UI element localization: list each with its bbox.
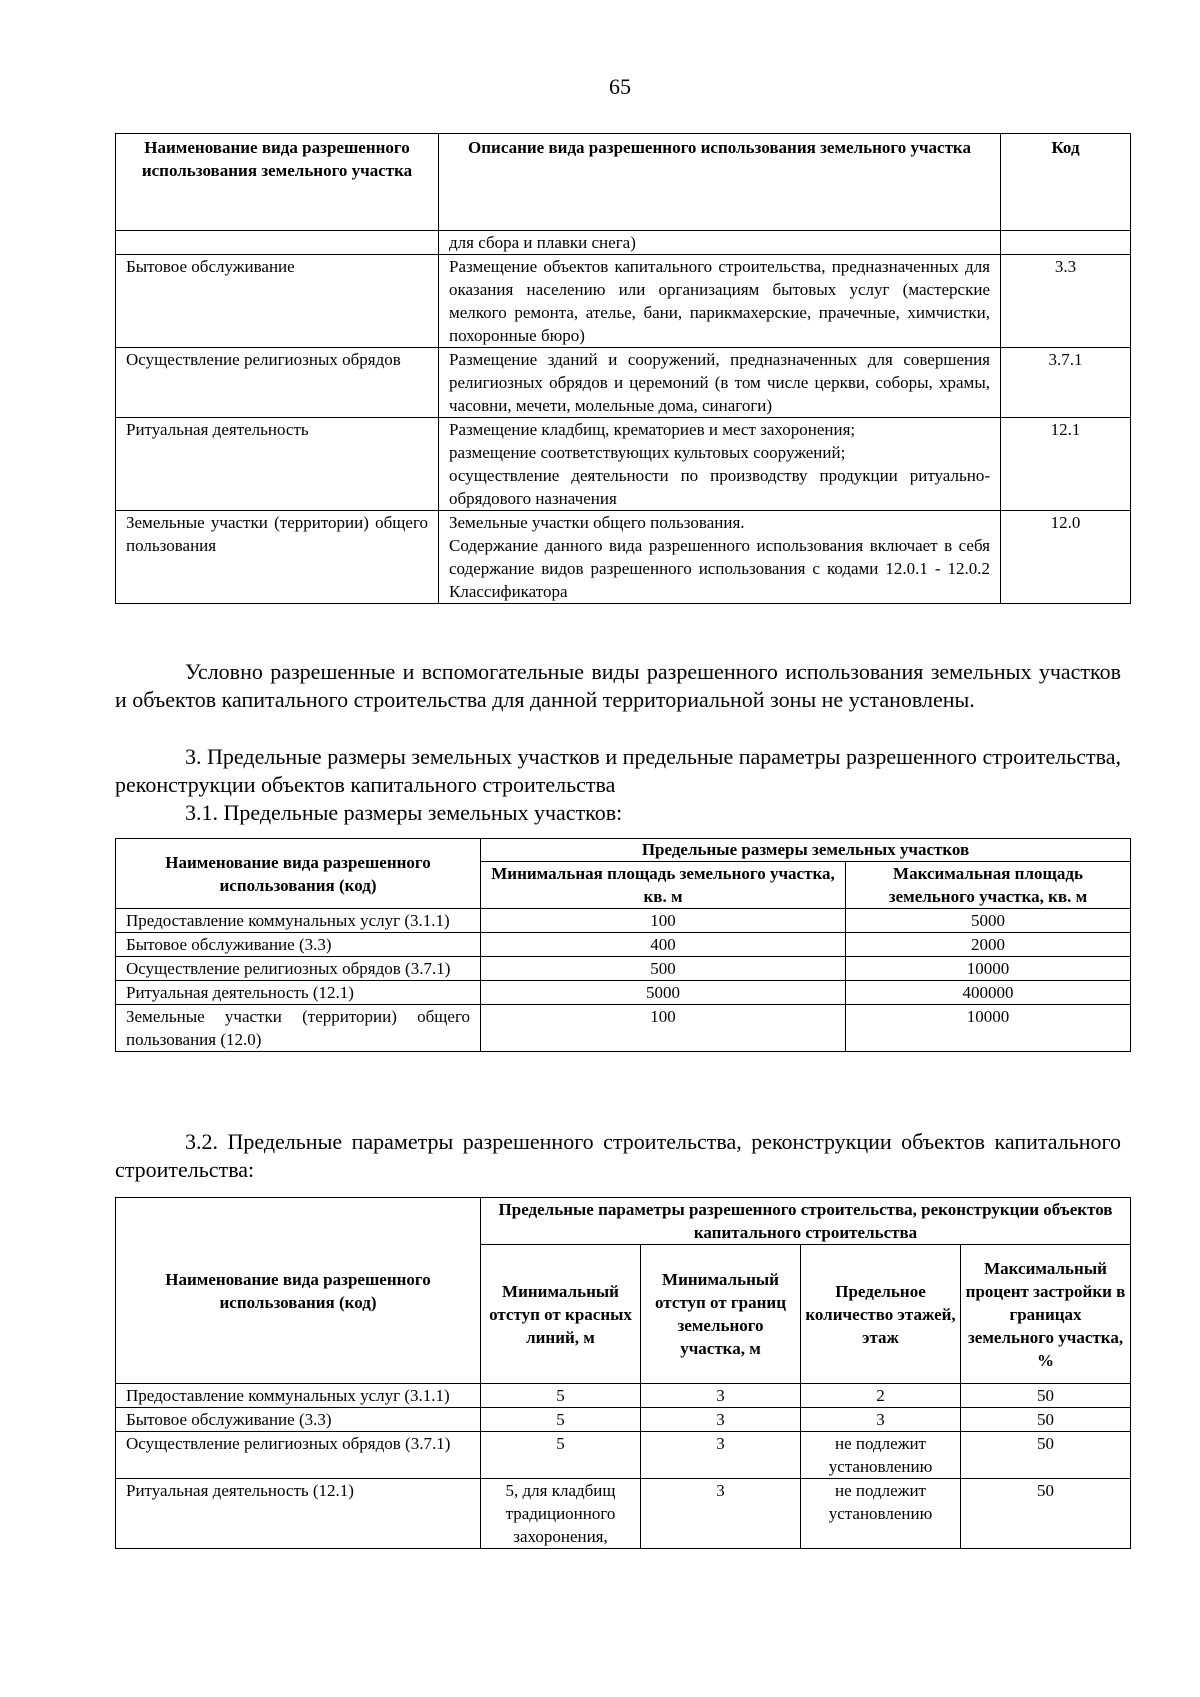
continuation-text: для сбора и плавки снега) xyxy=(439,231,1001,255)
table-row xyxy=(116,933,1131,957)
table-row xyxy=(116,511,1131,604)
paragraph-text: 3.1. Предельные размеры земельных участков: xyxy=(185,800,623,825)
floors-value: 2 xyxy=(801,1384,961,1408)
paragraph-text: 3.2. Предельные параметры разрешенного строительства, реконструкции объектов капитального строительства: xyxy=(115,1129,1121,1182)
use-code: 12.0 xyxy=(1001,511,1131,604)
permitted-use-table xyxy=(115,133,1131,604)
min-area-value: 100 xyxy=(481,909,846,933)
use-name: Предоставление коммунальных услуг (3.1.1) xyxy=(116,1384,481,1408)
max-area-value: 400000 xyxy=(846,981,1131,1005)
table-row xyxy=(116,909,1131,933)
use-description xyxy=(439,511,1001,604)
header-min-area: Минимальная площадь земельного участка, кв. м xyxy=(481,862,846,909)
header-size-limits: Предельные размеры земельных участков xyxy=(481,839,1131,862)
coverage-value: 50 xyxy=(961,1479,1131,1549)
table-row xyxy=(116,981,1131,1005)
description-line: Содержание данного вида разрешенного использования включает в себя содержание видов разрешенного использования с кодами 12.0.1 - 12.0.2 Классификатора xyxy=(449,536,990,601)
max-area-value: 5000 xyxy=(846,909,1131,933)
header-red-lines-setback: Минимальный отступ от красных линий, м xyxy=(481,1245,641,1384)
use-name: Бытовое обслуживание (3.3) xyxy=(116,1408,481,1432)
table-row xyxy=(116,1384,1131,1408)
table-row xyxy=(116,348,1131,418)
description-line: осуществление деятельности по производству продукции ритуально-обрядового назначения xyxy=(449,466,990,508)
section-3-1-heading xyxy=(115,799,1121,827)
table-row xyxy=(116,231,1131,255)
use-description xyxy=(439,418,1001,511)
table-header-row xyxy=(116,839,1131,862)
header-max-area: Максимальная площадь земельного участка, кв. м xyxy=(846,862,1131,909)
floors-value: 3 xyxy=(801,1408,961,1432)
red-lines-value: 5 xyxy=(481,1432,641,1479)
table-header-row xyxy=(116,1198,1131,1245)
plot-bounds-value: 3 xyxy=(641,1408,801,1432)
table-row xyxy=(116,1432,1131,1479)
use-name: Осуществление религиозных обрядов (3.7.1) xyxy=(116,1432,481,1479)
header-use-name: Наименование вида разрешенного использования земельного участка xyxy=(116,134,439,231)
table-row xyxy=(116,1408,1131,1432)
use-name: Бытовое обслуживание xyxy=(116,255,439,348)
header-use-name: Наименование вида разрешенного использования (код) xyxy=(116,1198,481,1384)
table-row xyxy=(116,1005,1131,1052)
header-use-name: Наименование вида разрешенного использования (код) xyxy=(116,839,481,909)
use-name: Ритуальная деятельность (12.1) xyxy=(116,1479,481,1549)
page-number: 65 xyxy=(609,74,631,99)
use-name: Ритуальная деятельность xyxy=(116,418,439,511)
red-lines-value: 5 xyxy=(481,1384,641,1408)
table-row xyxy=(116,418,1131,511)
max-area-value: 10000 xyxy=(846,1005,1131,1052)
red-lines-value: 5 xyxy=(481,1408,641,1432)
paragraph-text: Условно разрешенные и вспомогательные виды разрешенного использования земельных участков и объектов капитального строительства для данной территориальной зоны не установлены. xyxy=(115,659,1121,712)
table-header-row xyxy=(116,134,1131,231)
floors-value: не подлежит установлению xyxy=(801,1479,961,1549)
header-floors-limit: Предельное количество этажей, этаж xyxy=(801,1245,961,1384)
use-name: Ритуальная деятельность (12.1) xyxy=(116,981,481,1005)
description-line: Размещение кладбищ, крематориев и мест захоронения; xyxy=(449,420,856,439)
use-description: Размещение зданий и сооружений, предназначенных для совершения религиозных обрядов и церемоний (в том числе церкви, соборы, храмы, часовни, мечети, молельные дома, синагоги) xyxy=(439,348,1001,418)
table-cell xyxy=(1001,231,1131,255)
use-code: 3.3 xyxy=(1001,255,1131,348)
max-area-value: 2000 xyxy=(846,933,1131,957)
use-name: Земельные участки (территории) общего пользования (12.0) xyxy=(116,1005,481,1052)
construction-parameters-table xyxy=(115,1197,1131,1549)
max-area-value: 10000 xyxy=(846,957,1131,981)
use-name: Предоставление коммунальных услуг (3.1.1) xyxy=(116,909,481,933)
header-coverage-percent: Максимальный процент застройки в границах земельного участка, % xyxy=(961,1245,1131,1384)
coverage-value: 50 xyxy=(961,1408,1131,1432)
red-lines-value: 5, для кладбищ традиционного захоронения, xyxy=(481,1479,641,1549)
min-area-value: 400 xyxy=(481,933,846,957)
header-use-description: Описание вида разрешенного использования земельного участка xyxy=(439,134,1001,231)
min-area-value: 100 xyxy=(481,1005,846,1052)
use-name: Земельные участки (территории) общего пользования xyxy=(116,511,439,604)
plot-size-limits-table xyxy=(115,838,1131,1052)
use-description: Размещение объектов капитального строительства, предназначенных для оказания населению или организациям бытовых услуг (мастерские мелкого ремонта, ателье, бани, парикмахерские, прачечные, химчистки, похоронные бюро) xyxy=(439,255,1001,348)
use-name: Осуществление религиозных обрядов (3.7.1) xyxy=(116,957,481,981)
paragraph-text: 3. Предельные размеры земельных участков и предельные параметры разрешенного строительства, реконструкции объектов капитального строительства xyxy=(115,744,1121,797)
section-3-2-heading xyxy=(115,1128,1121,1184)
min-area-value: 5000 xyxy=(481,981,846,1005)
header-plot-bounds-setback: Минимальный отступ от границ земельного участка, м xyxy=(641,1245,801,1384)
table-row xyxy=(116,1479,1131,1549)
paragraph-not-established xyxy=(115,658,1121,714)
use-name: Бытовое обслуживание (3.3) xyxy=(116,933,481,957)
use-code: 12.1 xyxy=(1001,418,1131,511)
use-code: 3.7.1 xyxy=(1001,348,1131,418)
table-cell xyxy=(116,231,439,255)
header-construction-limits: Предельные параметры разрешенного строительства, реконструкции объектов капитального строительства xyxy=(481,1198,1131,1245)
floors-value: не подлежит установлению xyxy=(801,1432,961,1479)
plot-bounds-value: 3 xyxy=(641,1384,801,1408)
section-3-heading xyxy=(115,743,1121,799)
min-area-value: 500 xyxy=(481,957,846,981)
description-line: размещение соответствующих культовых сооружений; xyxy=(449,443,846,462)
table-row xyxy=(116,957,1131,981)
use-name: Осуществление религиозных обрядов xyxy=(116,348,439,418)
description-line: Земельные участки общего пользования. xyxy=(449,513,745,532)
coverage-value: 50 xyxy=(961,1432,1131,1479)
coverage-value: 50 xyxy=(961,1384,1131,1408)
header-code: Код xyxy=(1001,134,1131,231)
plot-bounds-value: 3 xyxy=(641,1479,801,1549)
plot-bounds-value: 3 xyxy=(641,1432,801,1479)
table-row xyxy=(116,255,1131,348)
